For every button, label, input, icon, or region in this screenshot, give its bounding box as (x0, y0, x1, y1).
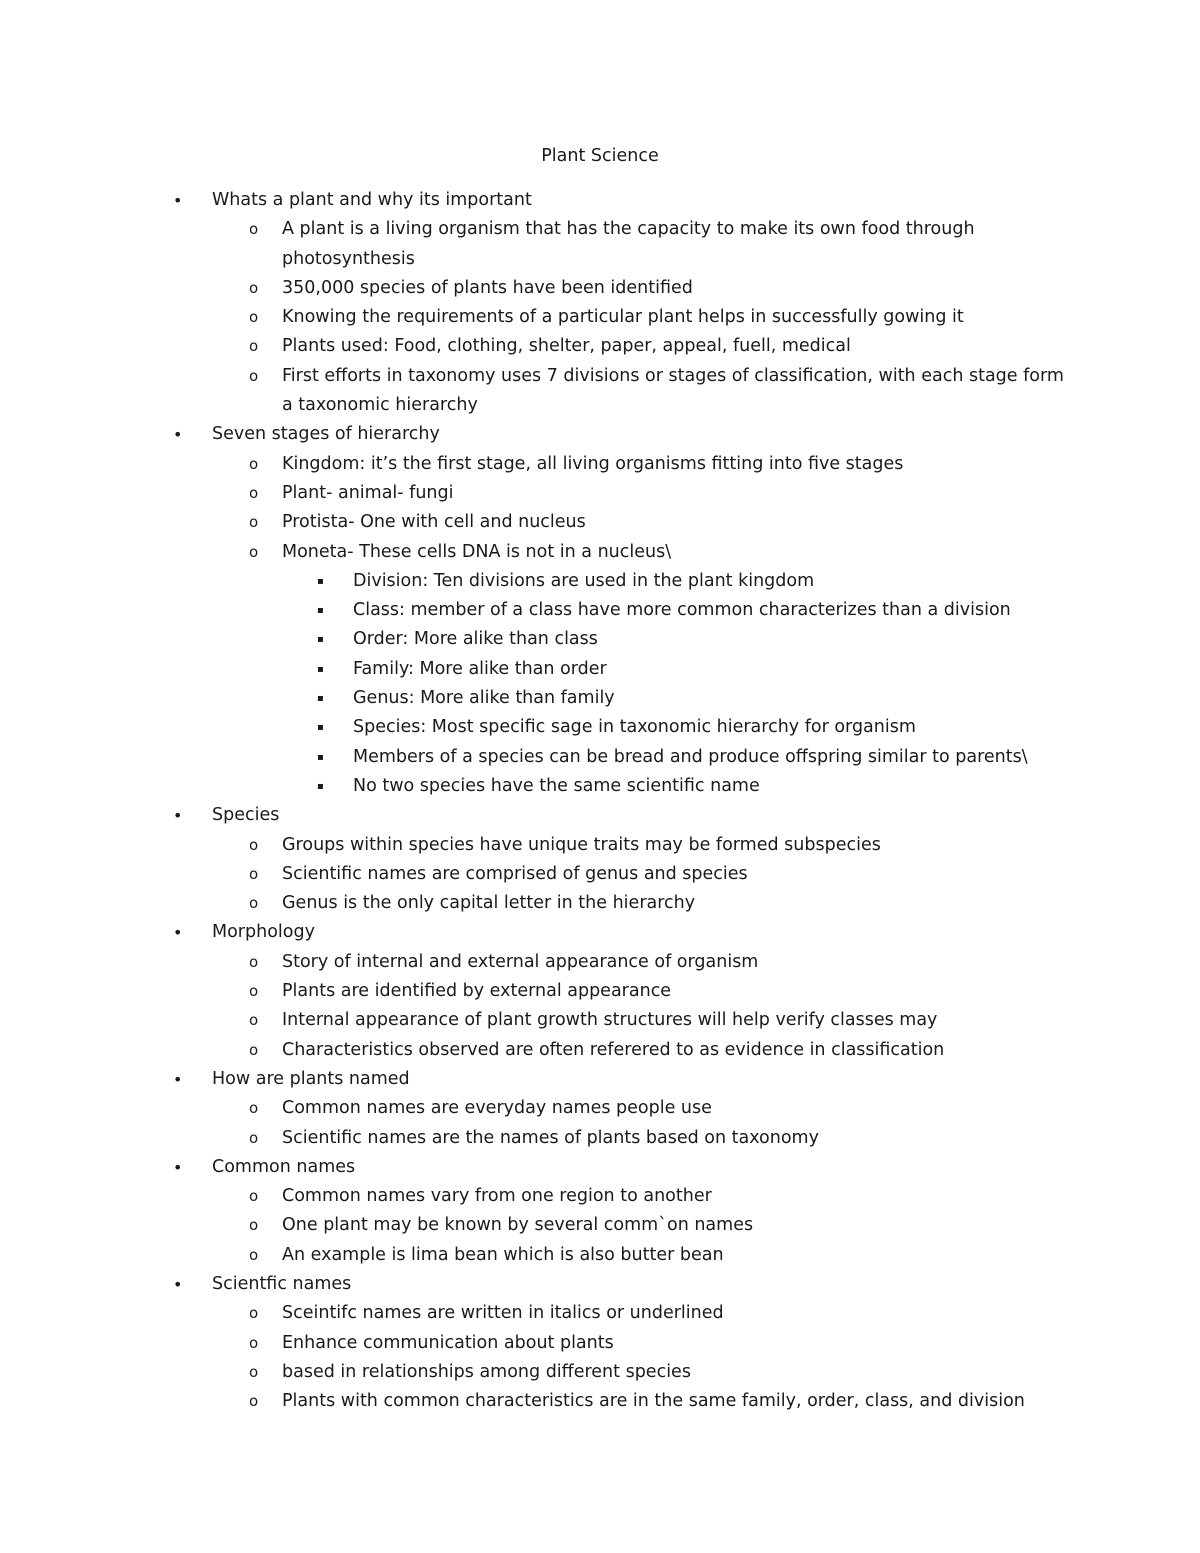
outline-item-level-1 (0, 186, 1200, 215)
bullet-marker: o (249, 1011, 259, 1030)
bullet-marker: o (249, 337, 259, 356)
outline-item-text: Plant- animal- fungi (282, 482, 454, 503)
outline-item-level-1 (0, 1270, 1200, 1299)
bullet-marker: o (249, 1392, 259, 1411)
outline-item-level-2 (0, 860, 1200, 889)
bullet-marker: o (249, 483, 259, 502)
bullet-marker: • (173, 1069, 183, 1089)
bullet-marker: ▪ (317, 780, 324, 792)
outline-item-text: Order: More alike than class (353, 629, 598, 650)
bullet-marker: o (249, 220, 259, 239)
bullet-marker: • (173, 1274, 183, 1294)
document-title: Plant Science (541, 146, 659, 166)
bullet-marker: ▪ (317, 751, 324, 763)
outline-item-text: Division: Ten divisions are used in the plant kingdom (353, 570, 815, 591)
bullet-marker: o (249, 835, 259, 854)
outline-item-level-2 (0, 508, 1200, 537)
outline-item-text: Plants used: Food, clothing, shelter, paper, appeal, fuell, medical (282, 336, 851, 357)
bullet-marker: o (249, 864, 259, 883)
outline-item-text: Species: Most specific sage in taxonomic hierarchy for organism (353, 717, 916, 738)
outline-item-text: Kingdom: it’s the first stage, all living organisms fitting into five stages (282, 453, 904, 474)
outline-item-text: Morphology (212, 922, 315, 943)
outline-item-text: Internal appearance of plant growth structures will help verify classes may (282, 1010, 938, 1031)
outline-item-level-2 (0, 1211, 1200, 1240)
outline-item-level-2 (0, 1006, 1200, 1035)
outline-item-text: Protista- One with cell and nucleus (282, 512, 586, 533)
bullet-marker: ▪ (317, 634, 324, 646)
outline-item-level-2 (0, 1124, 1200, 1153)
bullet-marker: ▪ (317, 605, 324, 617)
outline-item-level-2 (0, 831, 1200, 860)
outline-item-text: Scientific names are the names of plants based on taxonomy (282, 1127, 819, 1148)
outline-item-level-2 (0, 948, 1200, 977)
outline-item-text: Genus is the only capital letter in the hierarchy (282, 893, 696, 914)
bullet-marker: o (249, 278, 259, 297)
outline-item-level-2 (0, 1036, 1200, 1065)
outline-item-text: based in relationships among different species (282, 1361, 691, 1382)
outline-item-level-3 (0, 596, 1200, 625)
outline-item-level-3 (0, 743, 1200, 772)
outline-item-text: Common names (212, 1156, 356, 1177)
outline-item-text: Seven stages of hierarchy (212, 424, 440, 445)
outline-item-level-3 (0, 713, 1200, 742)
outline-item-text: Groups within species have unique traits may be formed subspecies (282, 834, 881, 855)
outline-item-text: Common names vary from one region to another (282, 1186, 712, 1207)
outline-item-text: An example is lima bean which is also butter bean (282, 1244, 724, 1265)
outline-item-level-2 (0, 479, 1200, 508)
bullet-marker: o (249, 542, 259, 561)
bullet-marker: o (249, 1362, 259, 1381)
outline-item-text: Characteristics observed are often referered to as evidence in classification (282, 1039, 945, 1060)
outline-item-level-2 (0, 1387, 1200, 1416)
outline-item-level-2 (0, 1299, 1200, 1328)
outline-item-level-2 (0, 303, 1200, 332)
outline-item-text: How are plants named (212, 1068, 410, 1089)
outline-item-text: No two species have the same scientific name (353, 775, 760, 796)
outline-item-text: Species (212, 805, 280, 826)
outline-item-level-3 (0, 655, 1200, 684)
outline-item-level-2 (0, 1182, 1200, 1211)
outline-item-text: Plants are identified by external appearance (282, 981, 672, 1002)
outline-item-level-3 (0, 567, 1200, 596)
bullet-marker: ▪ (317, 693, 324, 705)
outline-item-level-2 (0, 1241, 1200, 1270)
outline-item-text: 350,000 species of plants have been identified (282, 277, 693, 298)
outline-item-level-1 (0, 1153, 1200, 1182)
outline-list (0, 186, 1200, 1416)
bullet-marker: o (249, 982, 259, 1001)
bullet-marker: o (249, 1304, 259, 1323)
bullet-marker: o (249, 454, 259, 473)
bullet-marker: o (249, 1128, 259, 1147)
outline-item-level-3 (0, 772, 1200, 801)
outline-item-text: Scientific names are comprised of genus and species (282, 863, 748, 884)
outline-item-level-3 (0, 684, 1200, 713)
bullet-marker: • (173, 806, 183, 826)
outline-item-level-2 (0, 215, 1200, 274)
outline-item-text: Common names are everyday names people use (282, 1098, 712, 1119)
outline-item-text: Plants with common characteristics are in the same family, order, class, and division (282, 1391, 1025, 1412)
outline-item-text: First efforts in taxonomy uses 7 divisions or stages of classification, with each stage form a taxonomic hierarchy (282, 365, 1064, 416)
bullet-marker: o (249, 308, 259, 327)
outline-item-text: Knowing the requirements of a particular plant helps in successfully gowing it (282, 307, 964, 328)
bullet-marker: o (249, 1040, 259, 1059)
bullet-marker: • (173, 191, 183, 210)
outline-item-text: Genus: More alike than family (353, 688, 615, 709)
outline-item-level-1 (0, 420, 1200, 449)
outline-item-text: Moneta- These cells DNA is not in a nucleus\ (282, 541, 672, 562)
outline-item-level-2 (0, 1094, 1200, 1123)
outline-item-text: Story of internal and external appearance of organism (282, 951, 759, 972)
bullet-marker: o (249, 1099, 259, 1118)
outline-item-level-1 (0, 801, 1200, 830)
bullet-marker: • (173, 1157, 183, 1177)
outline-item-text: Enhance communication about plants (282, 1332, 614, 1353)
outline-item-text: Family: More alike than order (353, 658, 607, 679)
outline-item-level-2 (0, 274, 1200, 303)
outline-item-text: Class: member of a class have more common characterizes than a division (353, 600, 1011, 621)
bullet-marker: o (249, 894, 259, 913)
outline-item-level-2 (0, 1329, 1200, 1358)
outline-item-level-1 (0, 918, 1200, 947)
bullet-marker: ▪ (317, 663, 324, 675)
outline-item-level-2 (0, 1358, 1200, 1387)
bullet-marker: o (249, 1187, 259, 1206)
outline-item-text: Sceintifc names are written in italics or underlined (282, 1303, 724, 1324)
outline-item-level-2 (0, 889, 1200, 918)
bullet-marker: o (249, 366, 259, 385)
outline-item-text: One plant may be known by several comm`on names (282, 1215, 754, 1236)
bullet-marker: • (173, 923, 183, 943)
outline-item-level-2 (0, 332, 1200, 361)
bullet-marker: o (249, 513, 259, 532)
outline-item-text: Members of a species can be bread and produce offspring similar to parents\ (353, 746, 1028, 767)
outline-item-text: Scientfic names (212, 1273, 352, 1294)
outline-item-level-2 (0, 977, 1200, 1006)
outline-item-level-2 (0, 538, 1200, 567)
bullet-marker: o (249, 952, 259, 971)
outline-item-level-2 (0, 450, 1200, 479)
bullet-marker: o (249, 1216, 259, 1235)
outline-item-level-2 (0, 362, 1200, 421)
bullet-marker: o (249, 1333, 259, 1352)
bullet-marker: ▪ (317, 722, 324, 734)
outline-item-level-3 (0, 625, 1200, 654)
outline-item-level-1 (0, 1065, 1200, 1094)
bullet-marker: • (173, 425, 183, 445)
outline-item-text: A plant is a living organism that has the capacity to make its own food through photosynthesis (282, 219, 975, 269)
outline-item-text: Whats a plant and why its important (212, 190, 532, 210)
bullet-marker: ▪ (317, 575, 324, 587)
bullet-marker: o (249, 1245, 259, 1264)
